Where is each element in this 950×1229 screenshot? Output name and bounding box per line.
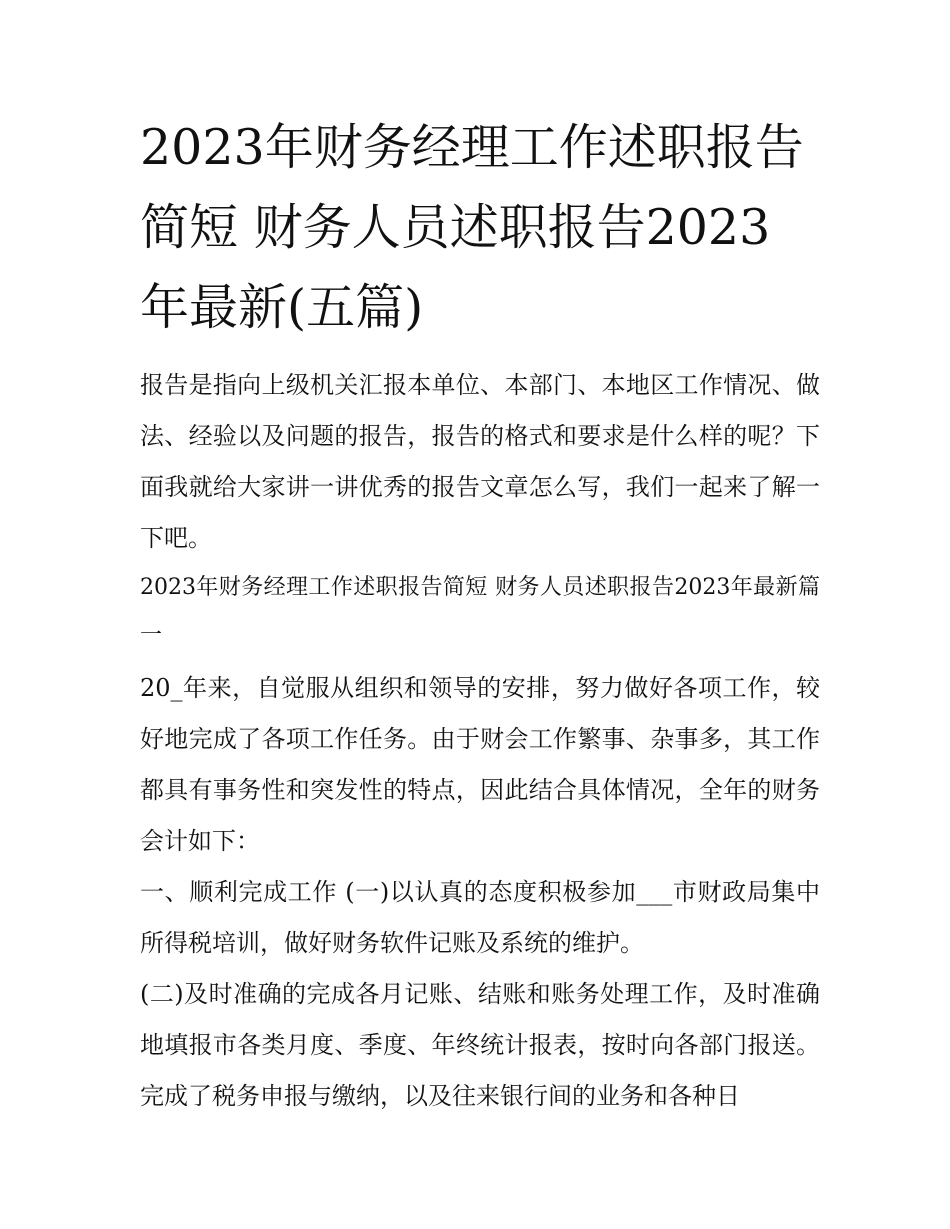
document-page [140,108,820,1122]
title-line-2: 简短 财务人员述职报告2023 [140,199,771,256]
section-heading: 2023年财务经理工作述职报告简短 财务人员述职报告2023年最新篇一 [140,575,820,648]
document-title [140,108,820,348]
title-line-3: 年最新(五篇) [140,279,424,336]
body-paragraph-3: (二)及时准确的完成各月记账、结账和账务处理工作，及时准确地填报市各类月度、季度、年终统计报表，按时向各部门报送。完成了税务申报与缴纳，以及往来银行间的业务和各种日 [140,980,820,1110]
body-paragraph-2: 一、顺利完成工作 (一)以认真的态度积极参加___市财政局集中所得税培训，做好财务软件记账及系统的维护。 [140,878,820,957]
intro-paragraph: 报告是指向上级机关汇报本单位、本部门、本地区工作情况、做法、经验以及问题的报告，报告的格式和要求是什么样的呢？下面我就给大家讲一讲优秀的报告文章怎么写，我们一起来了解一下吧。 [140,371,820,552]
title-line-1: 2023年财务经理工作述职报告 [140,119,804,176]
body-paragraph-1: 20_年来，自觉服从组织和领导的安排，努力做好各项工作，较好地完成了各项工作任务。由于财会工作繁事、杂事多，其工作都具有事务性和突发性的特点，因此结合具体情况，全年的财务会计如下： [140,674,820,855]
